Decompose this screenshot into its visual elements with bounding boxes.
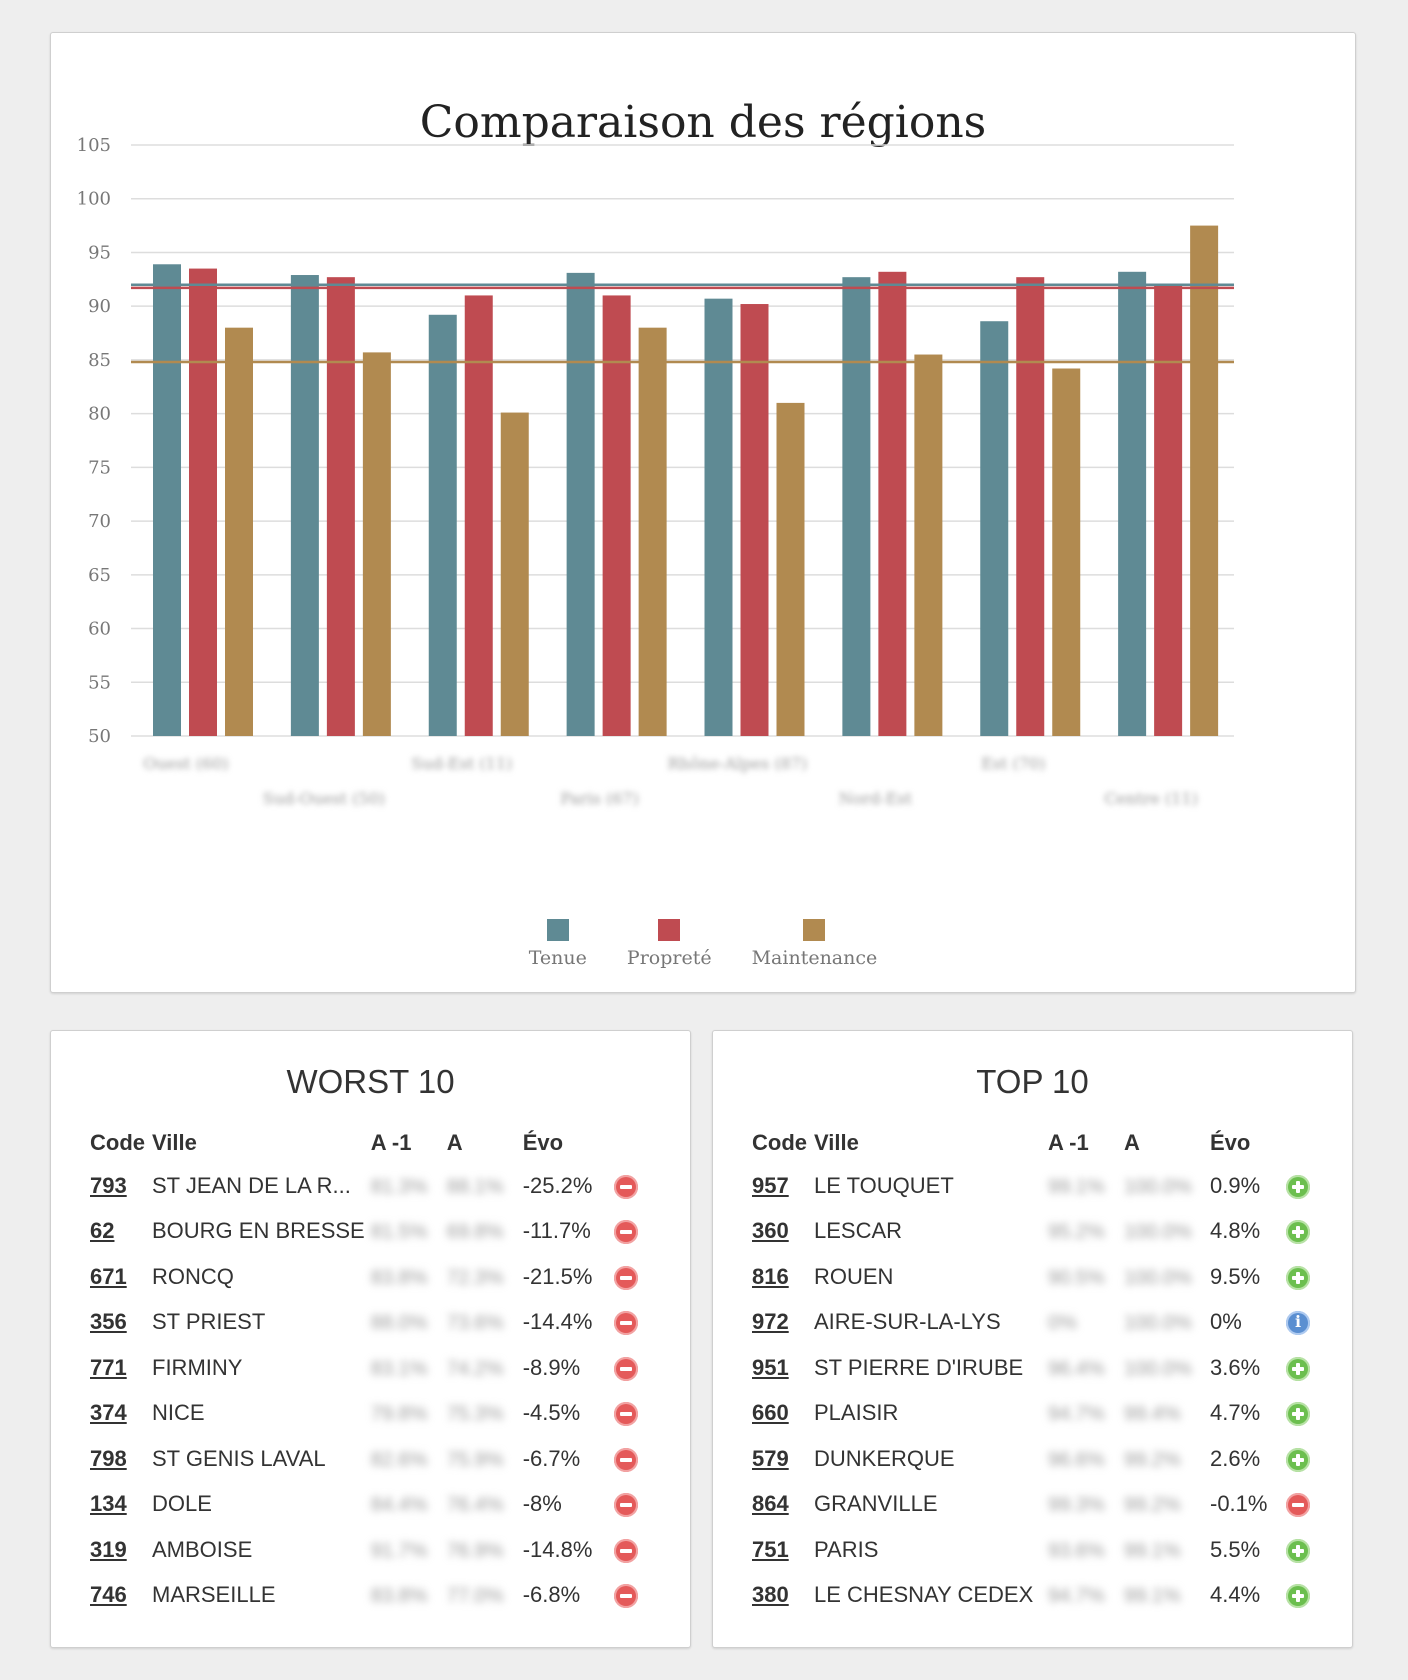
x-tick-label: Paris (67) — [560, 789, 639, 808]
legend-label: Propreté — [626, 947, 712, 969]
y-tick-label: 80 — [88, 403, 111, 425]
ville-cell: ST GENIS LAVAL — [152, 1445, 326, 1471]
chart-legend — [51, 919, 1355, 969]
code-cell — [752, 1391, 814, 1437]
table-row — [90, 1163, 650, 1209]
evo-cell: 5.5% — [1210, 1536, 1261, 1562]
ville-cell: BOURG EN BRESSE — [152, 1218, 365, 1244]
x-tick-label: Centre (11) — [1104, 789, 1198, 808]
curr-score-cell: 100.0% — [1124, 1175, 1192, 1198]
bar-maintenance — [1052, 369, 1080, 736]
ville-cell: NICE — [152, 1400, 205, 1426]
evo-cell: 0.9% — [1210, 1172, 1261, 1198]
site-code-link[interactable]: 660 — [752, 1400, 789, 1426]
code-cell — [90, 1573, 152, 1619]
minus-icon — [614, 1493, 638, 1517]
evo-cell: -8.9% — [522, 1354, 581, 1380]
legend-swatch — [658, 919, 680, 941]
y-tick-label: 65 — [88, 564, 111, 586]
y-tick-label: 75 — [88, 457, 111, 479]
top-10-panel — [712, 1030, 1353, 1648]
site-code-link[interactable]: 356 — [90, 1309, 127, 1335]
col-evo-header: Évo — [522, 1130, 564, 1155]
table-row — [752, 1527, 1322, 1573]
prev-score-cell: 81.3% — [370, 1175, 428, 1198]
evo-cell: -6.8% — [522, 1582, 581, 1608]
ville-cell: ROUEN — [814, 1263, 894, 1289]
evo-cell: -11.7% — [522, 1218, 591, 1244]
x-tick-label: Nord-Est — [838, 789, 912, 808]
col-prev-header: A -1 — [370, 1130, 412, 1155]
code-cell — [90, 1209, 152, 1255]
table-row — [752, 1254, 1322, 1300]
info-icon — [1286, 1311, 1310, 1335]
col-curr-header: A — [1124, 1130, 1140, 1155]
ville-cell: DOLE — [152, 1491, 212, 1517]
code-cell — [752, 1163, 814, 1209]
curr-score-cell: 99.1% — [1124, 1585, 1181, 1608]
code-cell — [90, 1254, 152, 1300]
curr-score-cell: 88.1% — [446, 1175, 504, 1198]
table-row — [90, 1391, 650, 1437]
curr-score-cell: 99.2% — [1124, 1494, 1181, 1517]
plus-icon — [1286, 1175, 1310, 1199]
y-tick-label: 60 — [88, 618, 111, 640]
curr-score-cell: 99.2% — [1124, 1448, 1181, 1471]
evo-cell: 4.7% — [1210, 1400, 1261, 1426]
table-row — [752, 1300, 1322, 1346]
prev-score-cell: 84.4% — [370, 1494, 428, 1517]
evo-cell: 3.6% — [1210, 1354, 1261, 1380]
plus-icon — [1286, 1584, 1310, 1608]
curr-score-cell: 100.0% — [1124, 1221, 1192, 1244]
chart-title: Comparaison des régions — [419, 97, 987, 148]
evo-cell: 4.4% — [1210, 1582, 1261, 1608]
evo-cell: -4.5% — [522, 1400, 581, 1426]
y-tick-label: 50 — [88, 726, 111, 747]
curr-score-cell: 100.0% — [1124, 1266, 1192, 1289]
table-row — [90, 1573, 650, 1619]
table-row — [752, 1436, 1322, 1482]
site-code-link[interactable]: 380 — [752, 1582, 789, 1608]
code-cell — [90, 1300, 152, 1346]
col-ville-header: Ville — [814, 1130, 859, 1155]
ville-cell: PLAISIR — [814, 1400, 899, 1426]
table-row — [752, 1573, 1322, 1619]
bar-tenue — [842, 277, 870, 736]
ville-cell: LE TOUQUET — [814, 1172, 954, 1198]
code-cell — [90, 1482, 152, 1528]
bar-propreté — [878, 272, 906, 736]
site-code-link[interactable]: 751 — [752, 1536, 789, 1562]
bar-chart — [51, 33, 1357, 994]
table-row — [752, 1209, 1322, 1255]
legend-item[interactable] — [752, 919, 878, 969]
site-code-link[interactable]: 134 — [90, 1491, 127, 1517]
curr-score-cell: 72.3% — [446, 1266, 504, 1289]
code-cell — [90, 1163, 152, 1209]
prev-score-cell: 99.1% — [1048, 1175, 1105, 1198]
minus-icon — [614, 1448, 638, 1472]
site-code-link[interactable]: 798 — [90, 1445, 127, 1471]
site-code-link[interactable]: 793 — [90, 1172, 127, 1198]
site-code-link[interactable]: 671 — [90, 1263, 127, 1289]
y-tick-label: 55 — [88, 672, 111, 694]
curr-score-cell: 75.3% — [446, 1403, 504, 1426]
ville-cell: GRANVILLE — [814, 1491, 938, 1517]
minus-icon — [614, 1584, 638, 1608]
site-code-link[interactable]: 319 — [90, 1536, 127, 1562]
ville-cell: AIRE-SUR-LA-LYS — [814, 1309, 1001, 1335]
y-tick-label: 85 — [88, 349, 111, 371]
evo-cell: -6.7% — [522, 1445, 581, 1471]
minus-icon — [614, 1402, 638, 1426]
ville-cell: DUNKERQUE — [814, 1445, 955, 1471]
legend-swatch — [803, 919, 825, 941]
table-header-row — [90, 1123, 650, 1163]
site-code-link[interactable]: 972 — [752, 1309, 789, 1335]
prev-score-cell: 79.8% — [370, 1403, 428, 1426]
evo-cell: -0.1% — [1210, 1491, 1268, 1517]
curr-score-cell: 76.4% — [446, 1494, 504, 1517]
worst-10-table — [90, 1123, 650, 1618]
ville-cell: ST JEAN DE LA R... — [152, 1172, 351, 1198]
evo-cell: -25.2% — [522, 1172, 593, 1198]
curr-score-cell: 100.0% — [1124, 1312, 1192, 1335]
table-row — [90, 1436, 650, 1482]
bar-propreté — [327, 277, 355, 736]
minus-icon — [614, 1539, 638, 1563]
curr-score-cell: 100.0% — [1124, 1357, 1192, 1380]
code-cell — [752, 1254, 814, 1300]
evo-cell: -21.5% — [522, 1263, 593, 1289]
evo-cell: -14.8% — [522, 1536, 593, 1562]
x-tick-label: Sud-Ouest (50) — [262, 789, 385, 808]
legend-item[interactable] — [529, 919, 587, 969]
minus-icon — [614, 1311, 638, 1335]
code-cell — [752, 1209, 814, 1255]
evo-cell: 2.6% — [1210, 1445, 1261, 1471]
plus-icon — [1286, 1266, 1310, 1290]
code-cell — [752, 1573, 814, 1619]
prev-score-cell: 83.1% — [370, 1357, 428, 1380]
x-tick-label: Est (70) — [981, 754, 1046, 773]
curr-score-cell: 99.4% — [1124, 1403, 1181, 1426]
evo-cell: -14.4% — [522, 1309, 593, 1335]
bar-maintenance — [225, 328, 253, 736]
table-header-row — [752, 1123, 1322, 1163]
prev-score-cell: 96.4% — [1048, 1357, 1105, 1380]
ville-cell: PARIS — [814, 1536, 879, 1562]
code-cell — [90, 1436, 152, 1482]
site-code-link[interactable]: 579 — [752, 1445, 789, 1471]
plus-icon — [1286, 1448, 1310, 1472]
col-code-header: Code — [752, 1130, 807, 1155]
table-row — [90, 1527, 650, 1573]
bar-tenue — [567, 273, 595, 736]
bar-tenue — [429, 315, 457, 736]
legend-label: Tenue — [528, 947, 587, 969]
table-row — [90, 1254, 650, 1300]
bar-tenue — [1118, 272, 1146, 736]
bar-maintenance — [777, 403, 805, 736]
x-tick-label: Ouest (60) — [143, 754, 229, 773]
plus-icon — [1286, 1539, 1310, 1563]
plus-icon — [1286, 1402, 1310, 1426]
site-code-link[interactable]: 62 — [90, 1218, 115, 1244]
curr-score-cell: 76.9% — [446, 1539, 504, 1562]
bar-tenue — [980, 321, 1008, 736]
curr-score-cell: 99.1% — [1124, 1539, 1181, 1562]
x-tick-label: Sud-Est (11) — [411, 754, 513, 773]
bar-tenue — [291, 275, 319, 736]
chart-panel — [50, 32, 1356, 993]
site-code-link[interactable]: 816 — [752, 1263, 789, 1289]
bar-maintenance — [914, 355, 942, 736]
plus-icon — [1286, 1357, 1310, 1381]
curr-score-cell: 77.0% — [446, 1585, 504, 1608]
ville-cell: FIRMINY — [152, 1354, 243, 1380]
site-code-link[interactable]: 951 — [752, 1354, 789, 1380]
top-10-title: TOP 10 — [976, 1063, 1089, 1100]
prev-score-cell: 90.5% — [1048, 1266, 1105, 1289]
prev-score-cell: 96.6% — [1048, 1448, 1105, 1471]
worst-10-title: WORST 10 — [286, 1063, 455, 1100]
y-tick-label: 105 — [76, 135, 111, 156]
prev-score-cell: 83.8% — [370, 1266, 428, 1289]
prev-score-cell: 83.8% — [370, 1585, 428, 1608]
minus-icon — [614, 1175, 638, 1199]
prev-score-cell: 93.6% — [1048, 1539, 1105, 1562]
prev-score-cell: 95.2% — [1048, 1221, 1105, 1244]
site-code-link[interactable]: 746 — [90, 1582, 127, 1608]
evo-cell: -8% — [522, 1491, 562, 1517]
ville-cell: ST PRIEST — [152, 1309, 266, 1335]
prev-score-cell: 94.7% — [1048, 1403, 1105, 1426]
bar-maintenance — [639, 328, 667, 736]
ville-cell: LE CHESNAY CEDEX — [814, 1582, 1034, 1608]
table-row — [752, 1482, 1322, 1528]
ville-cell: AMBOISE — [152, 1536, 253, 1562]
curr-score-cell: 73.6% — [446, 1312, 504, 1335]
col-code-header: Code — [90, 1130, 145, 1155]
x-tick-label: Rhône-Alpes (87) — [667, 754, 808, 773]
code-cell — [90, 1527, 152, 1573]
bar-tenue — [153, 264, 181, 736]
code-cell — [90, 1345, 152, 1391]
site-code-link[interactable]: 957 — [752, 1172, 789, 1198]
minus-icon — [1286, 1493, 1310, 1517]
site-code-link[interactable]: 360 — [752, 1218, 789, 1244]
legend-label: Maintenance — [751, 947, 878, 969]
plus-icon — [1286, 1220, 1310, 1244]
curr-score-cell: 69.8% — [446, 1221, 504, 1244]
minus-icon — [614, 1220, 638, 1244]
col-ville-header: Ville — [152, 1130, 197, 1155]
ville-cell: ST PIERRE D'IRUBE — [814, 1354, 1024, 1380]
table-row — [90, 1482, 650, 1528]
minus-icon — [614, 1266, 638, 1290]
bar-propreté — [189, 269, 217, 736]
evo-cell: 0% — [1210, 1309, 1242, 1335]
y-tick-label: 100 — [76, 188, 111, 210]
col-curr-header: A — [446, 1130, 463, 1155]
evo-cell: 9.5% — [1210, 1263, 1261, 1289]
table-row — [752, 1163, 1322, 1209]
prev-score-cell: 81.5% — [370, 1221, 428, 1244]
ville-cell: LESCAR — [814, 1218, 903, 1244]
prev-score-cell: 91.7% — [370, 1539, 428, 1562]
bar-maintenance — [363, 352, 391, 736]
top-10-table — [752, 1123, 1322, 1618]
code-cell — [90, 1391, 152, 1437]
prev-score-cell: 0% — [1048, 1312, 1077, 1335]
table-row — [90, 1300, 650, 1346]
bar-maintenance — [1190, 226, 1218, 736]
table-row — [752, 1391, 1322, 1437]
code-cell — [752, 1436, 814, 1482]
col-evo-header: Évo — [1210, 1130, 1251, 1155]
prev-score-cell: 88.0% — [370, 1312, 428, 1335]
site-code-link[interactable]: 771 — [90, 1354, 127, 1380]
prev-score-cell: 94.7% — [1048, 1585, 1105, 1608]
curr-score-cell: 75.9% — [446, 1448, 504, 1471]
table-row — [90, 1209, 650, 1255]
worst-10-panel — [50, 1030, 691, 1648]
col-prev-header: A -1 — [1048, 1130, 1089, 1155]
code-cell — [752, 1345, 814, 1391]
evo-cell: 4.8% — [1210, 1218, 1261, 1244]
curr-score-cell: 74.2% — [446, 1357, 504, 1380]
legend-swatch — [547, 919, 569, 941]
bar-propreté — [1016, 277, 1044, 736]
code-cell — [752, 1482, 814, 1528]
site-code-link[interactable]: 864 — [752, 1491, 789, 1517]
y-tick-label: 95 — [88, 242, 111, 264]
table-row — [752, 1345, 1322, 1391]
bar-propreté — [1154, 284, 1182, 736]
legend-item[interactable] — [627, 919, 712, 969]
bar-maintenance — [501, 413, 529, 736]
code-cell — [752, 1527, 814, 1573]
prev-score-cell: 99.3% — [1048, 1494, 1105, 1517]
bar-propreté — [741, 304, 769, 736]
table-row — [90, 1345, 650, 1391]
y-tick-label: 90 — [88, 296, 111, 318]
ville-cell: RONCQ — [152, 1263, 234, 1289]
site-code-link[interactable]: 374 — [90, 1400, 127, 1426]
y-tick-label: 70 — [88, 511, 111, 533]
bar-tenue — [705, 299, 733, 736]
code-cell — [752, 1300, 814, 1346]
prev-score-cell: 82.6% — [370, 1448, 428, 1471]
minus-icon — [614, 1357, 638, 1381]
ville-cell: MARSEILLE — [152, 1582, 276, 1608]
